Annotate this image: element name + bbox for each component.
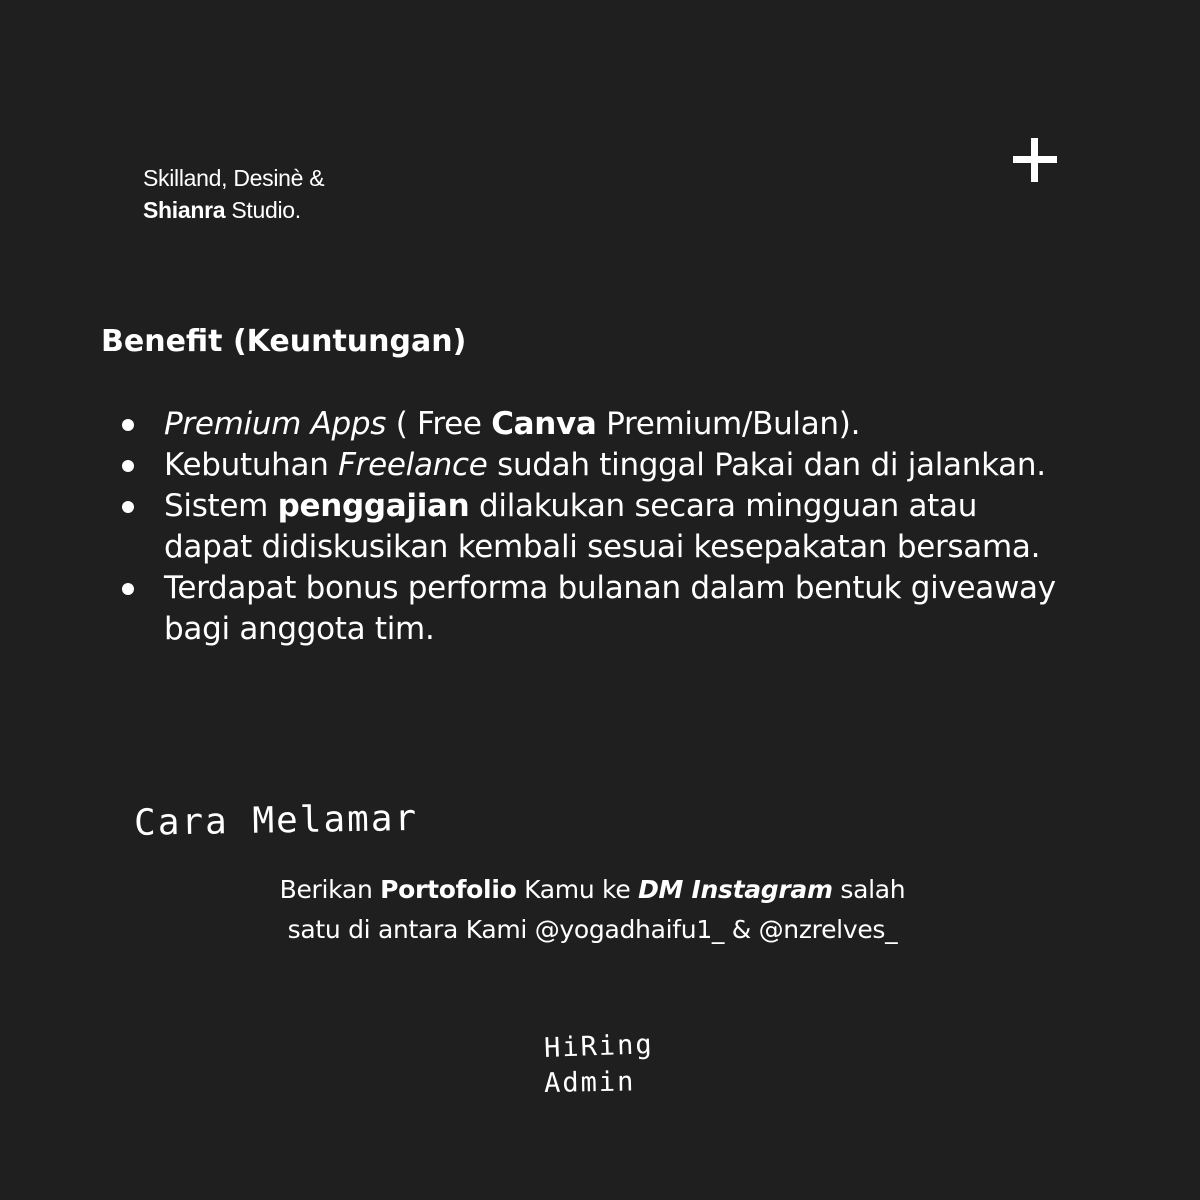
item-text: dilakukan secara mingguan atau dapat didiskusikan kembali sesuai kesepakatan bersama. [164,488,1041,565]
item-emphasis: Freelance [338,447,488,483]
item-text: ( Free [386,406,492,442]
item-text: Premium/Bulan). [596,406,861,442]
bullet-icon [122,460,134,472]
item-text: Terdapat bonus performa bulanan dalam bentuk giveaway bagi anggota tim. [164,570,1056,647]
brand-line-1: Skilland, Desinè & [143,165,325,191]
apply-contacts: satu di antara Kami @yogadhaifu1_ & @nzrelves_ [287,915,898,944]
item-bold: Canva [491,406,597,442]
apply-portfolio: Portofolio [380,875,517,904]
bullet-icon [122,419,134,431]
benefit-title-paren-close: ) [452,324,467,359]
apply-text-part: Berikan [279,875,381,904]
item-text: Kebutuhan [164,447,339,483]
benefit-title-word: Benefit [101,324,223,359]
hiring-admin-logo [540,1025,680,1100]
bullet-icon [122,501,134,513]
brand-studio-suffix: Studio. [225,197,301,223]
apply-text-part: Kamu ke [516,875,639,904]
benefit-title-paren-open: ( [222,324,247,359]
apply-heading [132,788,462,848]
logo-line-2: Admin [543,1066,636,1099]
apply-heading-text: Cara Melamar [133,797,419,844]
apply-dm-instagram: DM Instagram [638,875,833,904]
item-emphasis: Premium Apps [164,406,387,442]
item-text: sudah tinggal Pakai dan di jalankan. [487,447,1046,483]
brand-line-2 [143,194,324,226]
bullet-icon [122,583,134,595]
apply-text-part: salah [832,875,906,904]
brand-studio-name: Shianra [143,197,226,223]
item-text: Sistem [164,488,278,524]
item-bold: penggajian [277,488,470,524]
list-item [164,404,1064,445]
benefit-title [101,322,466,362]
apply-instructions [200,870,985,950]
benefit-list [164,404,1064,650]
list-item [164,486,1064,568]
benefit-title-translation: Keuntungan [246,324,453,359]
list-item [164,568,1064,650]
list-item [164,445,1064,486]
plus-icon [1013,138,1057,182]
brand-name [143,162,324,226]
logo-line-1: HiRing [543,1029,655,1064]
